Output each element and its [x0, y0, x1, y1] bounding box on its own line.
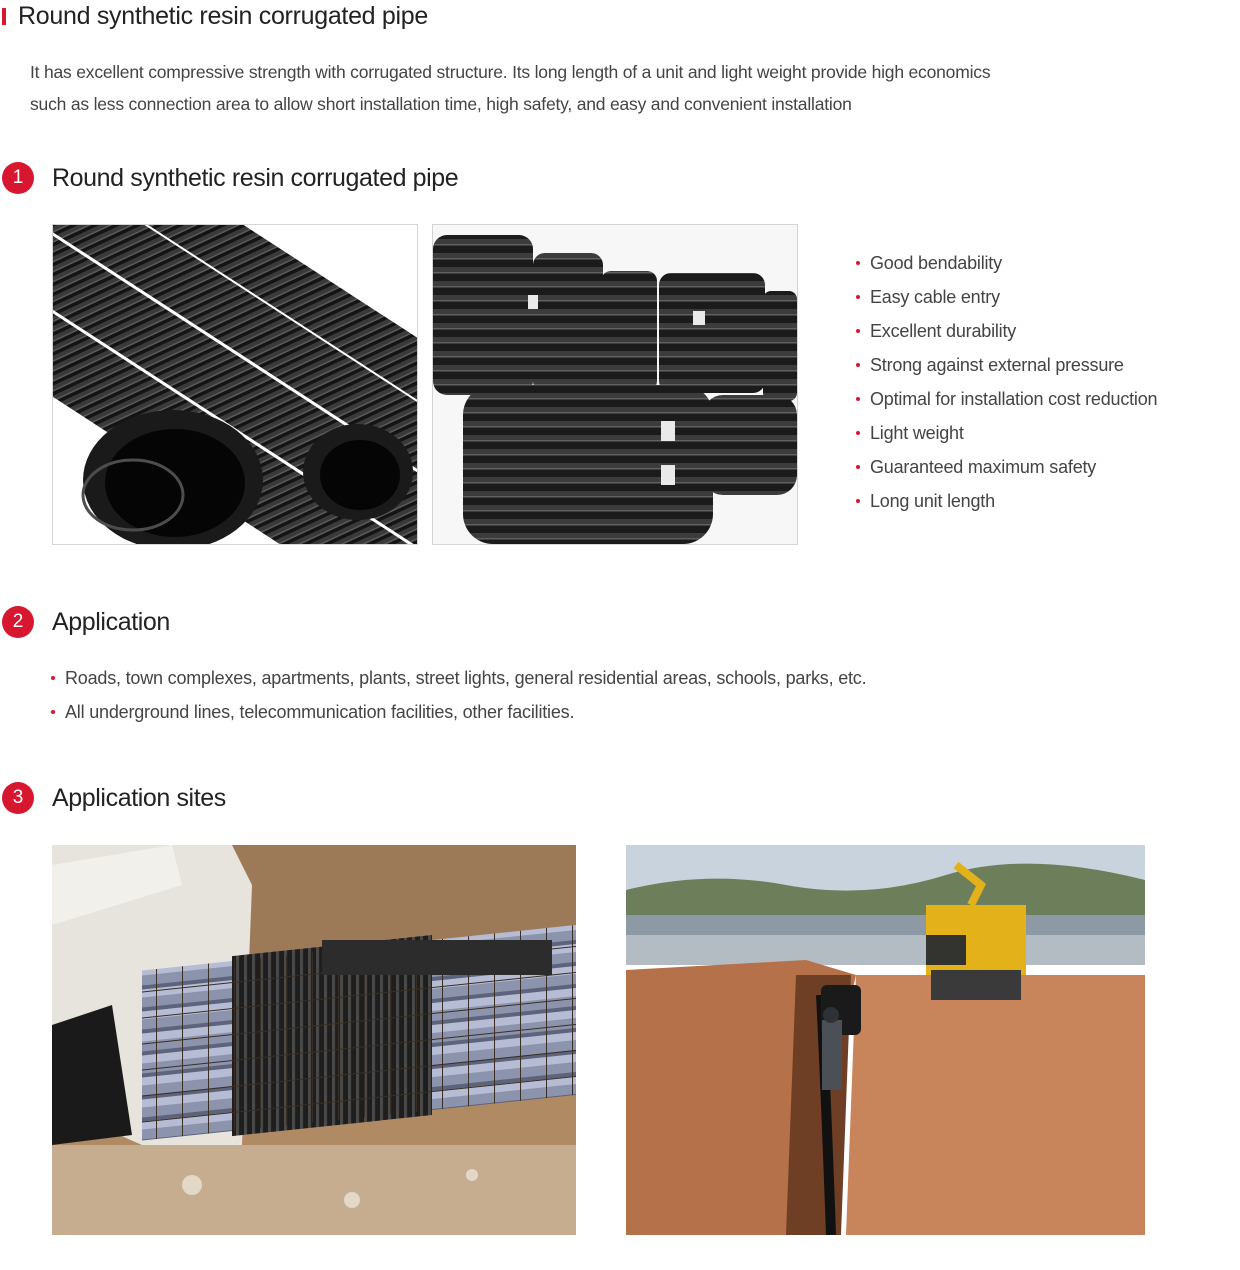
- application-list: [50, 661, 866, 729]
- trench-excavation-image: [626, 845, 1145, 1235]
- section-heading-application-sites: [2, 782, 226, 814]
- intro-line-1: It has excellent compressive strength with corrugated structure. Its long length of a unit and light weight provide high economics: [30, 62, 991, 82]
- list-item: Strong against external pressure: [855, 348, 1157, 382]
- title-accent-bar: [2, 8, 6, 25]
- concrete-duct-image: [52, 845, 576, 1235]
- site-photo-concrete-duct: [52, 845, 576, 1235]
- section-heading-application: [2, 606, 170, 638]
- section-heading-product: [2, 162, 458, 194]
- section-number-badge: 2: [2, 606, 34, 638]
- section-title: Application: [52, 607, 170, 636]
- list-item: Optimal for installation cost reduction: [855, 382, 1157, 416]
- list-item: Easy cable entry: [855, 280, 1157, 314]
- intro-paragraph: [30, 56, 1130, 120]
- pipe-coils-image: [433, 225, 797, 544]
- list-item: Guaranteed maximum safety: [855, 450, 1157, 484]
- pipe-coils-photo: [432, 224, 798, 545]
- list-item: All underground lines, telecommunication facilities, other facilities.: [50, 695, 866, 729]
- intro-line-2: such as less connection area to allow short installation time, high safety, and easy and convenient installation: [30, 94, 852, 114]
- site-photo-trench: [626, 845, 1145, 1235]
- list-item: Long unit length: [855, 484, 1157, 518]
- corrugated-pipes-photo: [52, 224, 418, 545]
- page-title-text: Round synthetic resin corrugated pipe: [18, 1, 428, 30]
- list-item: Excellent durability: [855, 314, 1157, 348]
- section-title: Round synthetic resin corrugated pipe: [52, 163, 459, 192]
- list-item: Light weight: [855, 416, 1157, 450]
- section-title: Application sites: [52, 783, 226, 812]
- corrugated-pipes-image: [53, 225, 417, 544]
- section-number-badge: 3: [2, 782, 34, 814]
- list-item: Roads, town complexes, apartments, plants, street lights, general residential areas, schools, parks, etc.: [50, 661, 866, 695]
- page-title: [0, 0, 428, 32]
- section-number-badge: 1: [2, 162, 34, 194]
- feature-list: [855, 246, 1157, 518]
- list-item: Good bendability: [855, 246, 1157, 280]
